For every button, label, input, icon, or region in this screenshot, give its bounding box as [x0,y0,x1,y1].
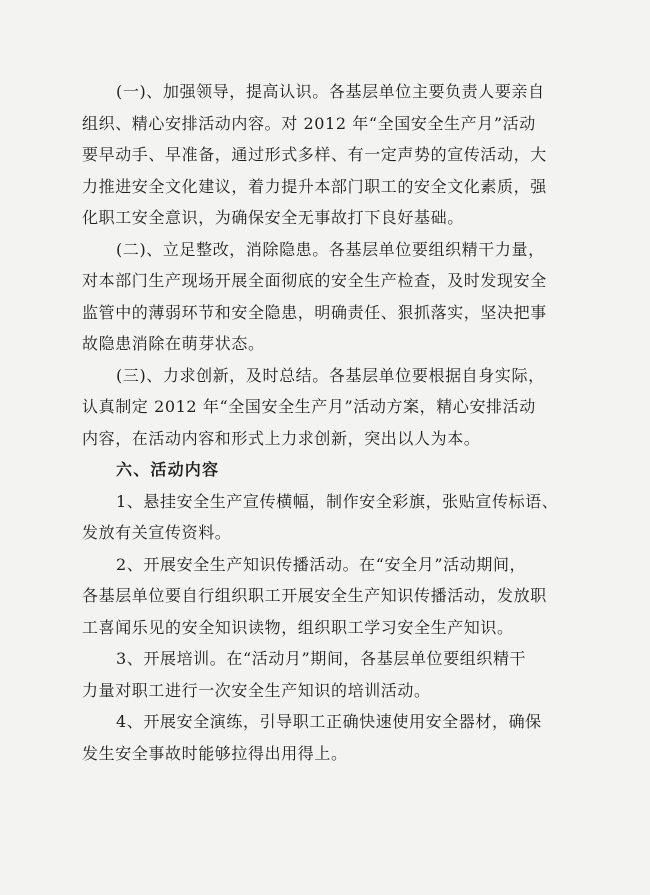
text-line: 2、开展安全生产知识传播活动。在“安全月”活动期间， [116,554,527,574]
text-line: 力量对职工进行一次安全生产知识的培训活动。 [82,680,431,700]
text-line: 4、开展安全演练，引导职工正确快速使用安全器材，确保 [116,712,542,731]
text-line: 对本部门生产现场开展全面彻底的安全生产检查，及时发现安全 [82,271,547,290]
text-line: 1、悬挂安全生产宣传横幅，制作安全彩旗，张贴宣传标语、 [116,491,559,511]
section-heading: 六、活动内容 [116,460,220,479]
text-line: 发生安全事故时能够拉得出用得上。 [82,743,348,763]
list-item-training [82,643,588,706]
text-line: 各基层单位要自行组织职工开展安全生产知识传播活动，发放职 [82,586,547,605]
text-line: 发放有关宣传资料。 [82,523,232,542]
paragraph-innovate-summarize [82,360,588,455]
text-line: (二)、立足整改，消除隐患。各基层单位要组织精干力量， [116,239,545,259]
list-item-banners [82,486,588,549]
text-line: 内容，在活动内容和形式上力求创新，突出以人为本。 [82,428,481,448]
text-line: 要早动手、早准备，通过形式多样、有一定声势的宣传活动，大 [82,145,547,164]
list-item-knowledge-spread [82,549,588,644]
paragraph-rectify-hazards [82,234,588,360]
text-line: 工喜闻乐见的安全知识读物，组织职工学习安全生产知识。 [82,617,514,637]
text-line: 3、开展培训。在“活动月”期间，各基层单位要组织精干 [116,649,527,668]
text-line: 化职工安全意识，为确保安全无事故打下良好基础。 [82,208,464,227]
text-line: 组织、精心安排活动内容。对 2012 年“全国安全生产月”活动 [82,113,536,133]
text-line: 力推进安全文化建议，着力提升本部门职工的安全文化素质，强 [82,176,547,196]
paragraph-strengthen-leadership [82,76,588,234]
text-line: 故隐患消除在萌芽状态。 [82,334,265,353]
text-line: (一)、加强领导，提高认识。各基层单位主要负责人要亲自 [116,82,545,101]
text-line: 认真制定 2012 年“全国安全生产月”活动方案，精心安排活动 [82,397,536,416]
text-line: (三)、力求创新，及时总结。各基层单位要根据自身实际， [116,365,545,385]
text-line: 监管中的薄弱环节和安全隐患，明确责任、狠抓落实，坚决把事 [82,302,547,322]
list-item-drills [82,706,588,769]
